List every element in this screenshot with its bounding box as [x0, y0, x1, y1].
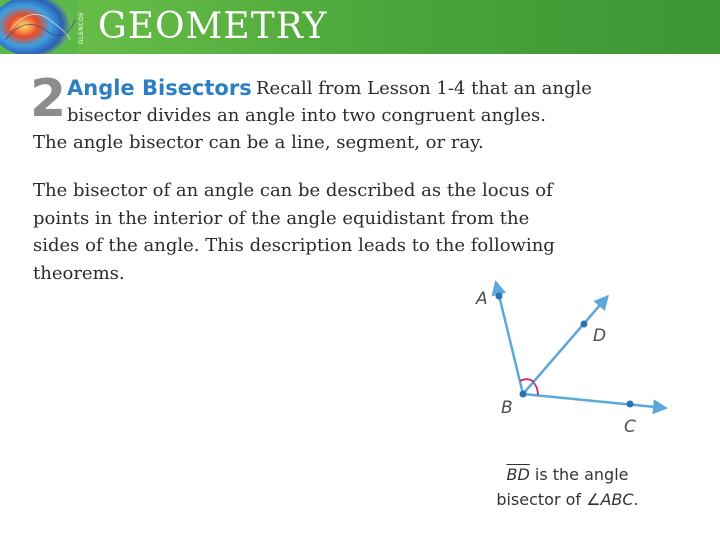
label-b: B: [501, 398, 513, 418]
caption-line-1: [480, 462, 655, 487]
label-c: C: [624, 417, 636, 437]
ray-ba: [496, 283, 523, 394]
intro-line-2: bisector divides an angle into two congruent angles.: [67, 105, 546, 126]
paragraph-line: theorems.: [33, 262, 125, 284]
paragraph-line: The bisector of an angle can be described as the locus of: [33, 180, 553, 201]
caption-text: bisector of: [496, 490, 587, 509]
paragraph-line: sides of the angle. This description leads to the following: [33, 235, 555, 256]
point-b: [520, 391, 527, 398]
caption-period: .: [633, 490, 639, 509]
section-heading: Angle Bisectors: [67, 76, 252, 100]
congruent-angle-arc: [520, 379, 534, 382]
congruent-angle-arc: [534, 383, 538, 395]
intro-line-3: The angle bisector can be a line, segment, or ray.: [33, 132, 484, 153]
ray-bc: [523, 394, 665, 408]
diagram-caption: [480, 462, 655, 512]
point-d: [581, 321, 588, 328]
caption-line-2: [480, 487, 655, 512]
caption-text: is the angle: [529, 465, 629, 484]
point-a: [496, 293, 503, 300]
angle-bisector-diagram: [470, 280, 680, 454]
section-number: 2: [30, 69, 67, 129]
segment-bd: $\overline{BD}$: [506, 465, 530, 484]
point-c: [627, 401, 634, 408]
banner-title: GEOMETRY: [98, 6, 328, 47]
publisher-label: GLENCOE: [78, 11, 85, 45]
paragraph-line: points in the interior of the angle equidistant from the: [33, 207, 530, 229]
locus-paragraph: [33, 177, 593, 287]
intro-line-1: Recall from Lesson 1-4 that an angle: [256, 78, 592, 99]
label-d: D: [593, 326, 607, 346]
label-a: A: [476, 289, 488, 309]
header-banner: [0, 0, 720, 54]
angle-abc: ∠ABC: [586, 490, 634, 509]
geometry-logo-image: [0, 0, 78, 54]
